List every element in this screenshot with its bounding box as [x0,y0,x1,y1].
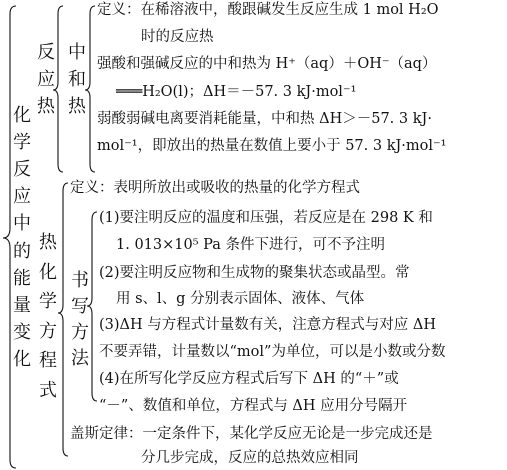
neutralization-title-char: 和 [68,69,86,90]
reaction-heat-title [36,44,56,116]
root-title [10,107,34,369]
root-title-char: 应 [13,186,31,208]
thermo-equation-title-char: 化 [39,261,57,283]
writing-rule-1-cont: 1. 013×10⁵ Pa 条件下进行，可不予注明 [116,237,385,253]
writing-rule-2: (2)要注明反应物和生成物的聚集状态或晶型。常 [99,265,410,281]
root-title-char: 能 [13,267,31,289]
hess-law: 盖斯定律：一定条件下，某化学反应无论是一步完成还是 [70,426,433,442]
neutralization-title-char: 热 [68,96,86,117]
reaction-heat-title-char: 热 [37,96,55,117]
writing-rule-1: (1)要注明反应的温度和压强，若反应是在 298 K 和 [99,210,433,226]
root-title-char: 化 [13,348,31,370]
neutralization-equation: ═══H₂O(l)；ΔH＝－57. 3 kJ·mol⁻¹ [116,84,357,100]
reaction-heat-title-char: 反 [37,42,55,63]
writing-rule-2-cont: 用 s、l、g 分别表示固体、液体、气体 [116,291,365,307]
root-title-char: 化 [13,105,31,126]
root-title-char: 反 [13,159,31,181]
neutralization-title [67,44,87,116]
thermo-equation-title-char: 方 [39,320,57,342]
strong-acid-base-text: 强酸和强碱反应的中和热为 H⁺（aq）＋OH⁻（aq） [97,56,437,72]
thermo-equation-title-char: 学 [39,291,57,313]
thermo-equation-title [38,234,58,400]
thermo-equation-title-char: 程 [39,350,57,372]
root-title-char: 变 [13,321,31,343]
root-title-char: 量 [13,294,31,316]
thermo-equation-title-char: 热 [39,232,57,253]
writing-method-title-char: 方 [71,322,89,343]
neutralization-definition: 定义：在稀溶液中，酸跟碱发生反应生成 1 mol H₂O [97,2,439,18]
writing-rule-4: (4)在所写化学反应方程式后写下 ΔH 的“＋”或 [99,371,399,387]
root-title-char: 中 [13,213,31,235]
thermo-definition: 定义：表明所放出或吸收的热量的化学方程式 [70,180,360,196]
weak-acid-base-text-cont: mol⁻¹，即放出的热量在数值上要小于 57. 3 kJ·mol⁻¹ [97,138,447,154]
writing-rule-3-cont: 不要弄错，计量数以“mol”为单位，可以是小数或分数 [99,344,446,360]
weak-acid-base-text: 弱酸弱碱电离要消耗能量，中和热 ΔH＞－57. 3 kJ· [97,111,432,127]
hess-law-cont: 分几步完成，反应的总热效应相同 [141,450,359,466]
root-title-char: 学 [13,132,31,154]
neutralization-title-char: 中 [68,42,86,63]
root-title-char: 的 [13,240,31,262]
writing-rule-3: (3)ΔH 与方程式计量数有关，注意方程式与对应 ΔH [99,317,436,333]
writing-method-title-char: 法 [71,348,89,369]
thermo-equation-brace [58,183,68,456]
writing-rule-4-cont: “－”、数值和单位，方程式与 ΔH 应用分号隔开 [99,398,408,414]
writing-method-title [70,272,90,368]
writing-method-title-char: 写 [71,296,89,317]
reaction-heat-title-char: 应 [37,69,55,90]
writing-method-title-char: 书 [71,270,89,291]
thermo-equation-title-char: 式 [39,379,57,401]
neutralization-definition-cont: 时的反应热 [141,29,214,45]
